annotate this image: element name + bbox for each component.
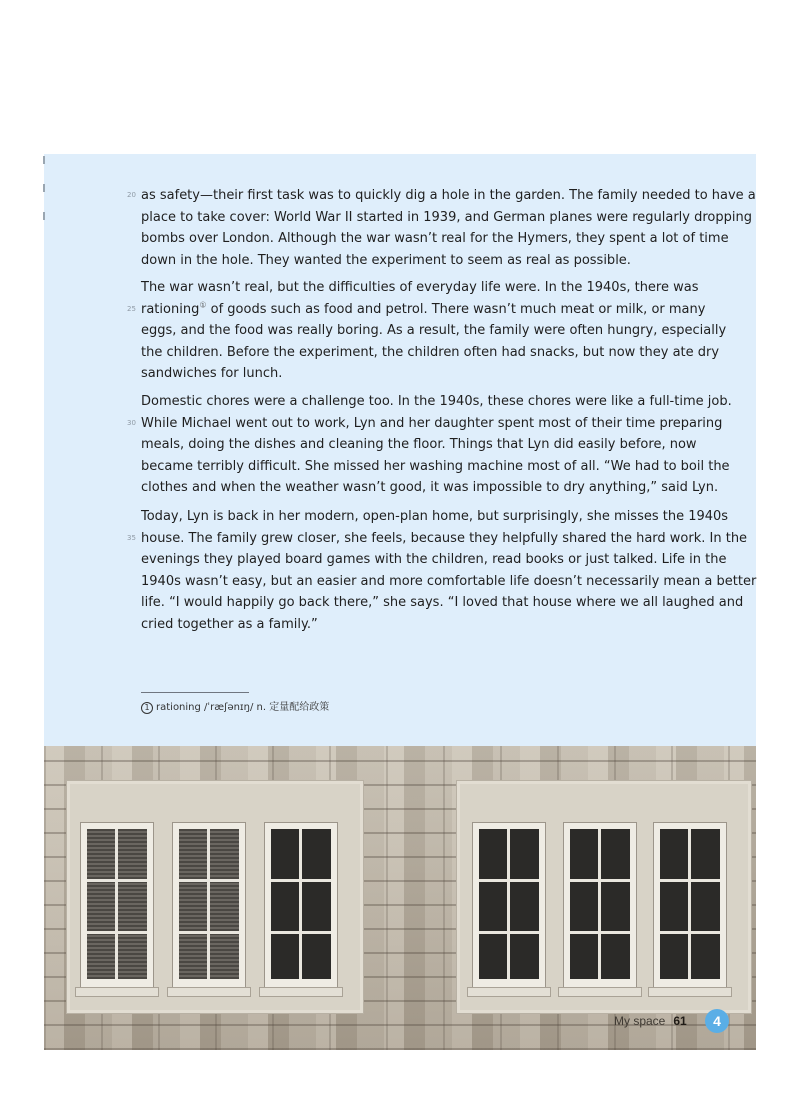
text-line: Domestic chores were a challenge too. In the 1940s, these chores were like a full-time job. [141,394,732,409]
footnote-text: rationing /ˈræʃənɪŋ/ n. 定量配给政策 [156,702,330,713]
footnote-divider [141,692,249,693]
line-number-30: 30 [127,418,136,427]
text-line: evenings they played board games with the children, read books or just talked. Life in the [141,552,727,568]
page-footer [614,1014,687,1028]
text-line: place to take cover: World War II started in 1939, and German planes were regularly dropping [141,209,752,225]
window [472,822,546,988]
paragraph-4 [127,506,757,636]
text-line: cried together as a family.” [141,616,318,632]
text-line: life. “I would happily go back there,” she says. “I loved that house where we all laughed and [141,595,744,611]
window [80,822,154,988]
unit-badge: 4 [705,1009,729,1033]
text-line: the children. Before the experiment, the children often had snacks, but now they ate dry [141,344,720,360]
text-line-rest: of goods such as food and petrol. There wasn’t much meat or milk, or many [210,301,706,317]
window [563,822,637,988]
rationing-word: rationing [141,301,200,317]
footnote-marker: ① [199,300,207,310]
text-line: eggs, and the food was really boring. As a result, the family were often hungry, especially [141,323,727,339]
text-line: as safety—their first task was to quickly dig a hole in the garden. The family needed to have a [141,188,756,203]
footnote-number: 1 [141,702,153,714]
paragraph-2 [127,277,727,385]
text-line: became terribly difficult. She missed her washing machine most of all. “We had to boil the [141,458,730,474]
text-line: meals, doing the dishes and cleaning the floor. Things that Lyn did easily before, now [141,437,697,453]
binding-marks [43,154,45,254]
text-line: 1940s wasn’t easy, but an easier and more comfortable life doesn’t necessarily mean a better [141,573,757,589]
line-number-25: 25 [127,304,136,313]
footnote [141,698,329,714]
text-line: house. The family grew closer, she feels, because they helpfully shared the hard work. In the [141,530,748,546]
window [264,822,338,988]
text-line: bombs over London. Although the war wasn’t real for the Hymers, they spent a lot of time [141,231,729,247]
text-line [141,299,706,321]
text-line: Today, Lyn is back in her modern, open-plan home, but surprisingly, she misses the 1940s [141,509,729,524]
text-line: clothes and when the weather wasn’t good, it was impossible to dry anything,” said Lyn. [141,480,719,496]
line-number-35: 35 [127,533,136,542]
text-line: down in the hole. They wanted the experiment to seem as real as possible. [141,252,631,268]
paragraph-3 [127,391,732,499]
line-number-20: 20 [127,191,136,199]
section-title: My space [614,1014,666,1028]
paragraph-1 [127,185,756,271]
page-number: 61 [673,1014,687,1028]
text-line: While Michael went out to work, Lyn and her daughter spent most of their time preparing [141,415,723,431]
window [172,822,246,988]
text-line: sandwiches for lunch. [141,366,283,382]
text-line: The war wasn’t real, but the difficulties of everyday life were. In the 1940s, there was [141,280,699,295]
window [653,822,727,988]
